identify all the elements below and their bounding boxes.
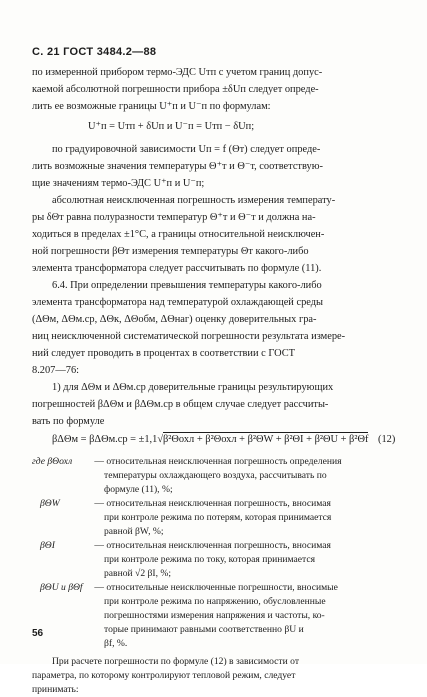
definition-continuation: при контроле режима по току, которая принимается: [104, 554, 316, 565]
text-line: лить возможные значения температуры Θ⁺т и Θ⁻т, соответствую-: [32, 161, 323, 172]
text-line: ниц неисключенной систематической погрешности результата измере-: [32, 331, 346, 342]
definition-row: [32, 455, 404, 469]
closing-line: параметра, по которому контролируют тепловой режим, следует: [32, 670, 296, 681]
definition-continuation: при контроле режима по потерям, которая принимается: [104, 512, 332, 523]
text-line: щие значениям термо-ЭДС U⁺п и U⁻п;: [32, 178, 205, 189]
text-line: (ΔΘм, ΔΘм.ср, ΔΘк, ΔΘобм, ΔΘнаг) оценку доверительных гра-: [32, 314, 317, 325]
formula-12: [52, 434, 368, 445]
formula-thermo-emf-bounds: U⁺п = Uтп + δUп и U⁻п = Uтп − δUп;: [88, 121, 255, 132]
text-line: элемента трансформатора следует рассчитывать по формуле (11).: [32, 263, 322, 274]
paragraph-main: [32, 141, 404, 430]
definition-symbol: βΘU и βΘf: [40, 582, 83, 593]
text-line: ний следует проводить в процентах в соответствии с ГОСТ: [32, 348, 295, 359]
formula-12-number: (12): [378, 434, 396, 445]
paragraph-intro: [32, 64, 404, 115]
text-line: по градуировочной зависимости Uп = f (Θт) следует опреде-: [52, 144, 321, 155]
definition-row: [40, 497, 404, 511]
definition-text: — относительные неисключенные погрешности, вносимые: [92, 582, 338, 593]
definition-continuation: βf, %.: [104, 638, 128, 649]
definition-symbol: βΘI: [40, 540, 55, 551]
text-line: абсолютная неисключенная погрешность измерения температу-: [52, 195, 336, 206]
text-line: 8.207—76:: [32, 365, 80, 376]
text-line: вать по формуле: [32, 416, 105, 427]
definition-continuation: погрешностями измерения напряжения и частоты, ко-: [104, 610, 325, 621]
formula-12-left: βΔΘм = βΔΘм.ср = ±1,1: [52, 434, 158, 445]
text-line: 1) для ΔΘм и ΔΘм.ср доверительные границы результирующих: [52, 382, 334, 393]
definition-symbol: где βΘохл: [32, 456, 73, 467]
definition-continuation: равной √2 βI, %;: [104, 568, 172, 579]
text-line: погрешностей βΔΘм и βΔΘм.ср в общем случае следует рассчиты-: [32, 399, 329, 410]
page-header: С. 21 ГОСТ 3484.2—88: [32, 46, 157, 58]
formula-12-radicand: β²Θохл + β²Θохл + β²ΘW + β²ΘI + β²ΘU + β²Θf: [163, 434, 369, 445]
text-line: каемой абсолютной погрешности прибора ±δUп следует опреде-: [32, 84, 319, 95]
text-line: 6.4. При определении превышения температуры какого-либо: [52, 280, 322, 291]
definition-row: [40, 539, 404, 553]
definition-text: — относительная неисключенная погрешность, вносимая: [92, 540, 331, 551]
closing-line: принимать:: [32, 684, 79, 695]
definition-text: — относительная неисключенная погрешность определения: [92, 456, 342, 467]
sqrt-symbol: √: [157, 434, 164, 445]
text-line: ной погрешности βΘт измерения температуры Θт какого-либо: [32, 246, 309, 257]
definition-text: — относительная неисключенная погрешность, вносимая: [92, 498, 331, 509]
text-line: ходиться в пределах ±1°С, а границы относительной неисключен-: [32, 229, 325, 240]
text-line: элемента трансформатора над температурой охлаждающей среды: [32, 297, 324, 308]
definition-symbol: βΘW: [40, 498, 60, 509]
definition-continuation: температуры охлаждающего воздуха, рассчитывать по: [104, 470, 327, 481]
text-line: по измеренной прибором термо-ЭДС Uтп с учетом границ допус-: [32, 67, 323, 78]
definition-continuation: равной βW, %;: [104, 526, 164, 537]
closing-line: При расчете погрешности по формуле (12) в зависимости от: [52, 656, 300, 667]
page-number: 56: [32, 628, 44, 639]
definition-continuation: торые принимают равными соответственно βU и: [104, 624, 304, 635]
text-line: лить ее возможные границы U⁺п и U⁻п по формулам:: [32, 101, 271, 112]
definition-continuation: при контроле режима по напряжению, обусловленные: [104, 596, 326, 607]
text-line: ры δΘт равна полуразности температур Θ⁺т и Θ⁻т и должна на-: [32, 212, 316, 223]
definition-continuation: формуле (11), %;: [104, 484, 173, 495]
definition-row: [40, 581, 404, 595]
